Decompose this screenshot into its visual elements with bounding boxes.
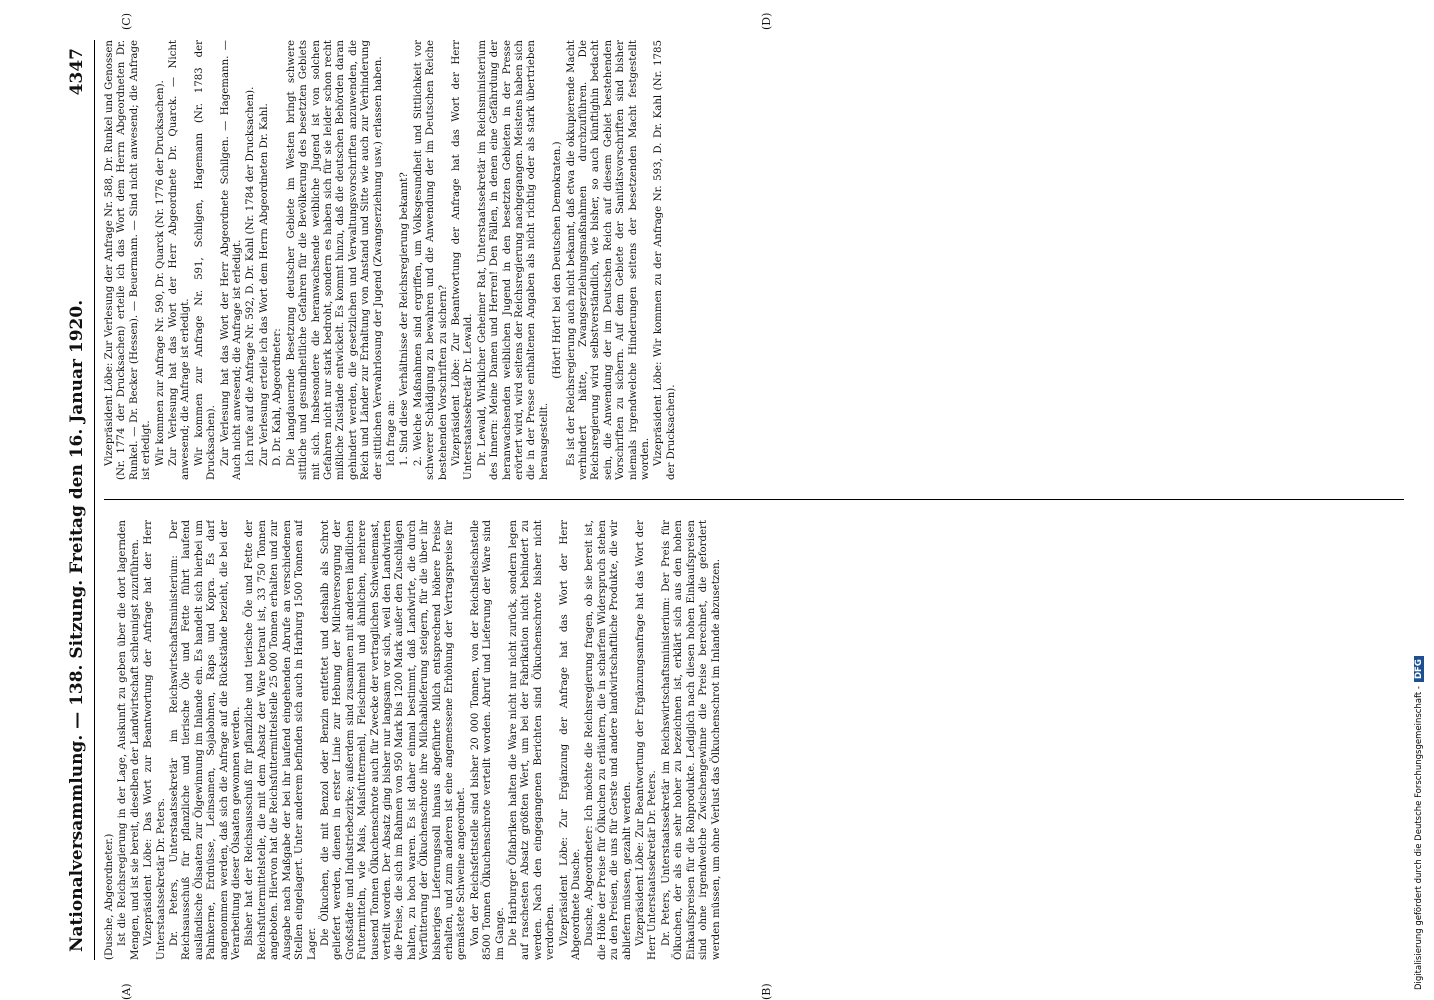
paragraph: Dr. Lewald, Wirklicher Geheimer Rat, Unterstaatssekretär im Reichsministerium des Innern: Meine Damen und Herren! Den Fällen, in denen eine Gefährdung der heranwachsenden weiblichen Jugend in den besetzten Gebieten in der Presse erörtert wird, wird seitens der Reichsregierung nachgegangen. Meistens haben sich die in der Presse enthaltenen Angaben als nicht richtig oder als stark übertrieben herausgestellt.: [476, 40, 550, 480]
paragraph: Die Harburger Ölfabriken halten die Ware nicht nur nicht zurück, sondern legen auf raschesten Absatz größten Wert, um bei der Fabrikation nicht behindert zu werden. Nach den eingegangenen Berichten sind Ölkuchenschrote bisher nicht verdorben.: [508, 520, 557, 960]
document-page: [60, 12, 1410, 1000]
paragraph: Dusche, Abgeordneter: Ich möchte die Reichsregierung fragen, ob sie bereit ist, die Höhe der Preise für Ölkuchen zu erläutern, die in scharfem Widerspruch stehen zu den Preisen, die uns für Gerste und andere landwirtschaftliche Produkte, die wir abliefern müssen, gezahlt werden.: [584, 520, 633, 960]
paragraph: Zur Verlesung hat das Wort der Herr Abgeordnete Schilgen. — Hagemann. — Auch nicht anwesend; die Anfrage ist erledigt.: [219, 40, 244, 480]
credit-text: Digitalisierung gefördert durch die Deutsche Forschungsgemeinschaft -: [1414, 686, 1424, 990]
margin-marker-b: (B): [760, 983, 773, 1000]
paragraph: Von der Reichsfettstelle sind bisher 20 000 Tonnen, von der Reichsfleischstelle 8500 Tonnen Ölkuchenschrote verteilt worden. Abruf und Lieferung der Ware sind im Gange.: [469, 520, 506, 960]
dfg-logo: DFG: [1414, 656, 1424, 682]
paragraph: Vizepräsident Löbe: Das Wort zur Beantwortung der Anfrage hat der Herr Unterstaatssekretär Dr. Peters.: [143, 520, 167, 960]
paragraph: Dr. Peters, Unterstaatssekretär im Reichswirtschaftsministerium: Der Reichsausschuß für pflanzliche und tierische Öle und Fette führt laufend ausländische Ölsaaten zur Ölgewinnung im Inlande ein. Es handelt sich hierbei um Palmkerne, Erdnüsse, Leinsamen, Sojabohnen, Raps und Kopra. Es darf angenommen werden, daß sich die Anfrage auf die Rückstände bezieht, die bei der Verarbeitung dieser Ölsaaten gewonnen werden.: [169, 520, 243, 960]
paragraph: Ich frage an:: [385, 399, 397, 466]
column-divider: [104, 499, 1404, 500]
paragraph: 2. Welche Maßnahmen sind ergriffen, um Volksgesundheit und Sittlichkeit vor schwerer Schädigung zu bewahren und die Anwendung der im Deutschen Reiche bestehenden Vorschriften zu sichern?: [412, 40, 449, 480]
paragraph: Vizepräsident Löbe: Zur Beantwortung der Anfrage hat das Wort der Herr Unterstaatssekretär Dr. Lewald.: [450, 40, 475, 480]
paragraph: Ist die Reichsregierung in der Lage, Auskunft zu geben über die dort lagernden Mengen, und ist sie bereit, dieselben der Landwirtschaft schleunigst zuzuführen.: [117, 520, 141, 960]
paragraph: 1. Sind diese Verhältnisse der Reichsregierung bekannt?: [399, 172, 411, 466]
paragraph: (Dusche, Abgeordneter.): [104, 833, 115, 960]
paragraph: (Hört! Hört! bei den Deutschen Demokraten.): [552, 141, 564, 379]
paragraph: Wir kommen zur Anfrage Nr. 591, Schilgen, Hagemann (Nr. 1783 der Drucksachen).: [193, 40, 218, 480]
paragraph: Die Ölkuchen, die mit Benzol oder Benzin entfettet und deshalb als Schrot geliefert werden, dienen in erster Linie zur Hebung der Milchversorgung der Großstädte und Industriebezirke; außerdem sind zusammen mit anderen ländlichen Futtermitteln, wie Mais, Maisfuttermehl, Fleischmehl und ähnlichen, mehrere tausend Tonnen Ölkuchenschrote auch für Zwecke der vertraglichen Schweinemast, verteilt worden. Der Absatz ging bisher nur langsam vor sich, weil den Landwirten die Preise, die sich im Rahmen von 950 Mark bis 1200 Mark außer den Zuschlägen halten, zu hoch waren. Es ist daher einmal bestimmt, daß Landwirte, die durch Verfütterung der Ölkuchenschrote ihre Milchablieferung steigern, für die über ihr bisheriges Lieferungssoll hinaus abgeführte Milch entsprechend höhere Preise erhalten, und zum anderen ist eine angemessene Erhöhung der Vertragspreise für gemästete Schweine angeordnet.: [319, 520, 468, 960]
paragraph: Vizepräsident Löbe: Zur Beantwortung der Ergänzungsanfrage hat das Wort der Herr Unterstaatssekretär Dr. Peters.: [635, 520, 659, 960]
left-column: [104, 520, 1404, 960]
paragraph: Dr. Peters, Unterstaatssekretär im Reichswirtschaftsministerium: Der Preis für Ölkuchen, der als ein sehr hoher zu bezeichnen ist, erklärt sich aus den hohen Einkaufspreisen für die Rohprodukte. Lediglich nach diesen hohen Einkaufspreisen sind ohne irgendwelche Zwischengewinne die Preise berechnet, die gefordert werden müssen, um ohne Verlust das Ölkuchenschrot im Inlande abzusetzen.: [660, 520, 722, 960]
paragraph: Bisher hat der Reichsausschuß für pflanzliche und tierische Öle und Fette der Reichsfuttermittelstelle, die mit dem Absatz der Ware betraut ist, 33 750 Tonnen angeboten. Hiervon hat die Reichsfuttermittelstelle 25 000 Tonnen erhalten und zur Ausgabe nach Maßgabe der bei ihr laufend eingehenden Abrufe an verschiedenen Stellen eingelagert. Unter anderem befinden sich auch in Harburg 1500 Tonnen auf Lager.: [244, 520, 318, 960]
paragraph: Zur Verlesung erteile ich das Wort dem Herrn Abgeordneten Dr. Kahl.: [258, 103, 270, 466]
paragraph: Die langdauernde Besetzung deutscher Gebiete im Westen bringt schwere sittliche und gesundheitliche Gefahren für die Bevölkerung des besetzten Gebiets mit sich. Insbesondere die heranwachsende weibliche Jugend ist von solchen Gefahren nicht nur stark bedroht, sondern es haben sich für sie leider schon recht mißliche Zustände entwickelt. Es kommt hinzu, daß die deutschen Behörden daran gehindert werden, die gesetzlichen und Verwaltungsvorschriften anzuwenden, die Reich und Länder zur Erhaltung von Anstand und Sitte wie auch zur Verhinderung der sittlichen Verwahrlosung der Jugend (Zwangserziehung usw.) erlassen haben.: [285, 40, 384, 480]
right-column: [104, 40, 1404, 480]
margin-marker-c: (C): [120, 13, 133, 30]
header-title: Nationalversammlung. — 138. Sitzung. Freitag den 16. Januar 1920.: [67, 299, 87, 952]
margin-marker-a: (A): [120, 983, 133, 1000]
paragraph: Es ist der Reichsregierung auch nicht bekannt, daß etwa die okkupierende Macht verhindert hätte, Zwangserziehungsmaßnahmen durchzuführen. Die Reichsregierung wird selbstverständlich, wie bisher, so auch künftighin bedacht sein, die Anwendung der im Deutschen Reich auf diesem Gebiet bestehenden Vorschriften zu sichern. Auf dem Gebiete der Sanitätsvorschriften sind bisher niemals irgendwelche Hinderungen seitens der besetzenden Macht festgestellt worden.: [565, 40, 652, 480]
page-number: 4347: [67, 48, 87, 96]
digitization-credit: [1414, 0, 1424, 990]
paragraph: D. Dr. Kahl, Abgeordneter:: [272, 328, 284, 466]
paragraph: Zur Verlesung hat das Wort der Herr Abgeordnete Dr. Quarck. — Nicht anwesend; die Anfrage ist erledigt.: [168, 40, 192, 480]
paragraph: Wir kommen zur Anfrage Nr. 590, Dr. Quarck (Nr. 1776 der Drucksachen).: [154, 80, 166, 466]
margin-marker-d: (D): [760, 12, 773, 30]
paragraph: Vizepräsident Löbe: Zur Verlesung der Anfrage Nr. 588, Dr. Runkel und Genossen (Nr. 1774 der Drucksachen) erteile ich das Wort dem Herrn Abgeordneten Dr. Runkel. — Dr. Becker (Hessen). — Beuermann. — Sind nicht anwesend; die Anfrage ist erledigt.: [104, 40, 153, 480]
paragraph: Vizepräsident Löbe: Wir kommen zu der Anfrage Nr. 593, D. Dr. Kahl (Nr. 1785 der Drucksachen).: [653, 40, 677, 480]
paragraph: Vizepräsident Löbe: Zur Ergänzung der Anfrage hat das Wort der Herr Abgeordnete Dusche.: [558, 520, 583, 960]
page-header: [60, 40, 95, 960]
paragraph: Ich rufe auf die Anfrage Nr. 592, D. Dr. Kahl (Nr. 1784 der Drucksachen).: [245, 86, 257, 466]
